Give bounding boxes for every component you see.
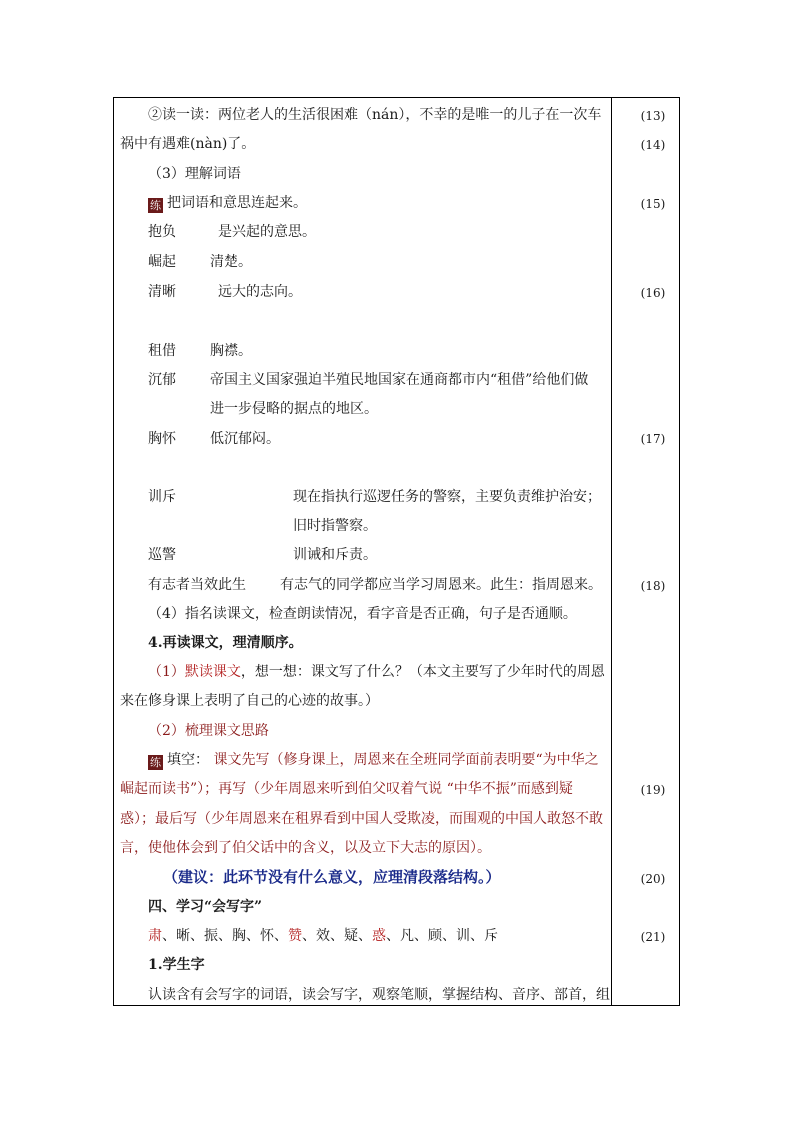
word-xunjing: 巡警 [148,547,176,563]
fill-line-2: 崛起而读书”）；再写（少年周恩来听到伯父叹着气说 “中华不振”而感到疑 [120,781,573,797]
meaning-xunchi-2: 旧时指警察。 [293,518,377,534]
heading-reread: 4.再读课文，理清顺序。 [148,635,303,651]
column-divider [611,98,612,1005]
word-youzhi: 有志者当效此生 [148,577,246,593]
fill-line-3: 惑）；最后写（少年周恩来在租界看到中国人受欺凌，而围观的中国人敢怒不敢 [120,811,603,827]
meaning-chenyu-1: 帝国主义国家强迫半殖民地国家在通商都市内“租借”给他们做 [210,372,589,388]
word-xionghuai: 胸怀 [148,431,176,447]
read-line-2: 祸中有遇难(nàn)了。 [120,136,256,152]
note-number: (13) [640,109,666,123]
word-qingxi: 清晰 [148,284,176,300]
note-number: (19) [640,783,666,797]
word-xunchi: 训斥 [148,489,176,505]
word-zujie: 租借 [148,343,176,359]
word-baofu: 抱负 [148,224,176,240]
heading-learn-chars: 1.学生字 [148,957,205,973]
word-chenyu: 沉郁 [148,372,176,388]
lian-icon: 练 [150,756,161,769]
meaning-xunchi-1: 现在指执行巡逻任务的警察，主要负责维护治安； [293,489,601,505]
note-number: (21) [640,930,666,944]
word-jueqi: 崛起 [148,254,176,270]
meaning-baofu: 是兴起的意思。 [218,224,316,240]
meaning-xunjing: 训诫和斥责。 [293,547,377,563]
suggestion-note: （建议：此环节没有什么意义，应理清段落结构。） [163,868,501,886]
exercise-instruction: 练 把词语和意思连起来。 [150,195,307,212]
meaning-chenyu-2: 进一步侵略的据点的地区。 [210,401,378,417]
write-chars-list: 肃、晰、振、胸、怀、赞、效、疑、惑、凡、顾、训、斥 [148,928,498,944]
meaning-zujie: 胸襟。 [210,343,252,359]
section-understand-words: （3）理解词语 [148,166,241,182]
meaning-youzhi: 有志气的同学都应当学习周恩来。此生：指周恩来。 [280,577,602,593]
note-number: (14) [640,138,666,152]
note-number: (15) [640,197,666,211]
note-number: (18) [640,579,666,593]
silent-read-line-1: （1）默读课文，想一想：课文写了什么？（本文主要写了少年时代的周恩 [148,664,605,680]
step-4-read: （4）指名读课文，检查朗读情况，看字音是否正确，句子是否通顺。 [148,606,577,622]
meaning-jueqi: 清楚。 [210,254,252,270]
learn-chars-line: 认读含有会写字的词语，读会写字，观察笔顺，掌握结构、音序、部首，组 [148,987,610,1003]
note-number: (16) [640,286,666,300]
silent-read-line-2: 来在修身课上表明了自己的心迹的故事。） [120,693,379,709]
note-number: (17) [640,432,666,446]
lian-icon: 练 [150,199,161,212]
meaning-qingxi: 远大的志向。 [218,284,302,300]
read-line-1: ②读一读：两位老人的生活很困难（nán），不幸的是唯一的儿子在一次车 [148,107,602,123]
outline-heading: （2）梳理课文思路 [148,723,269,739]
fill-line-4: 言，使他体会到了伯父话中的含义，以及立下大志的原因）。 [120,840,491,856]
heading-write-chars: 四、学习“会写字” [148,899,263,915]
note-number: (20) [640,872,666,886]
meaning-xionghuai: 低沉郁闷。 [210,431,280,447]
fill-line-1: 练 填空： 课文先写（修身课上，周恩来在全班同学面前表明要“为中华之 [150,752,599,769]
